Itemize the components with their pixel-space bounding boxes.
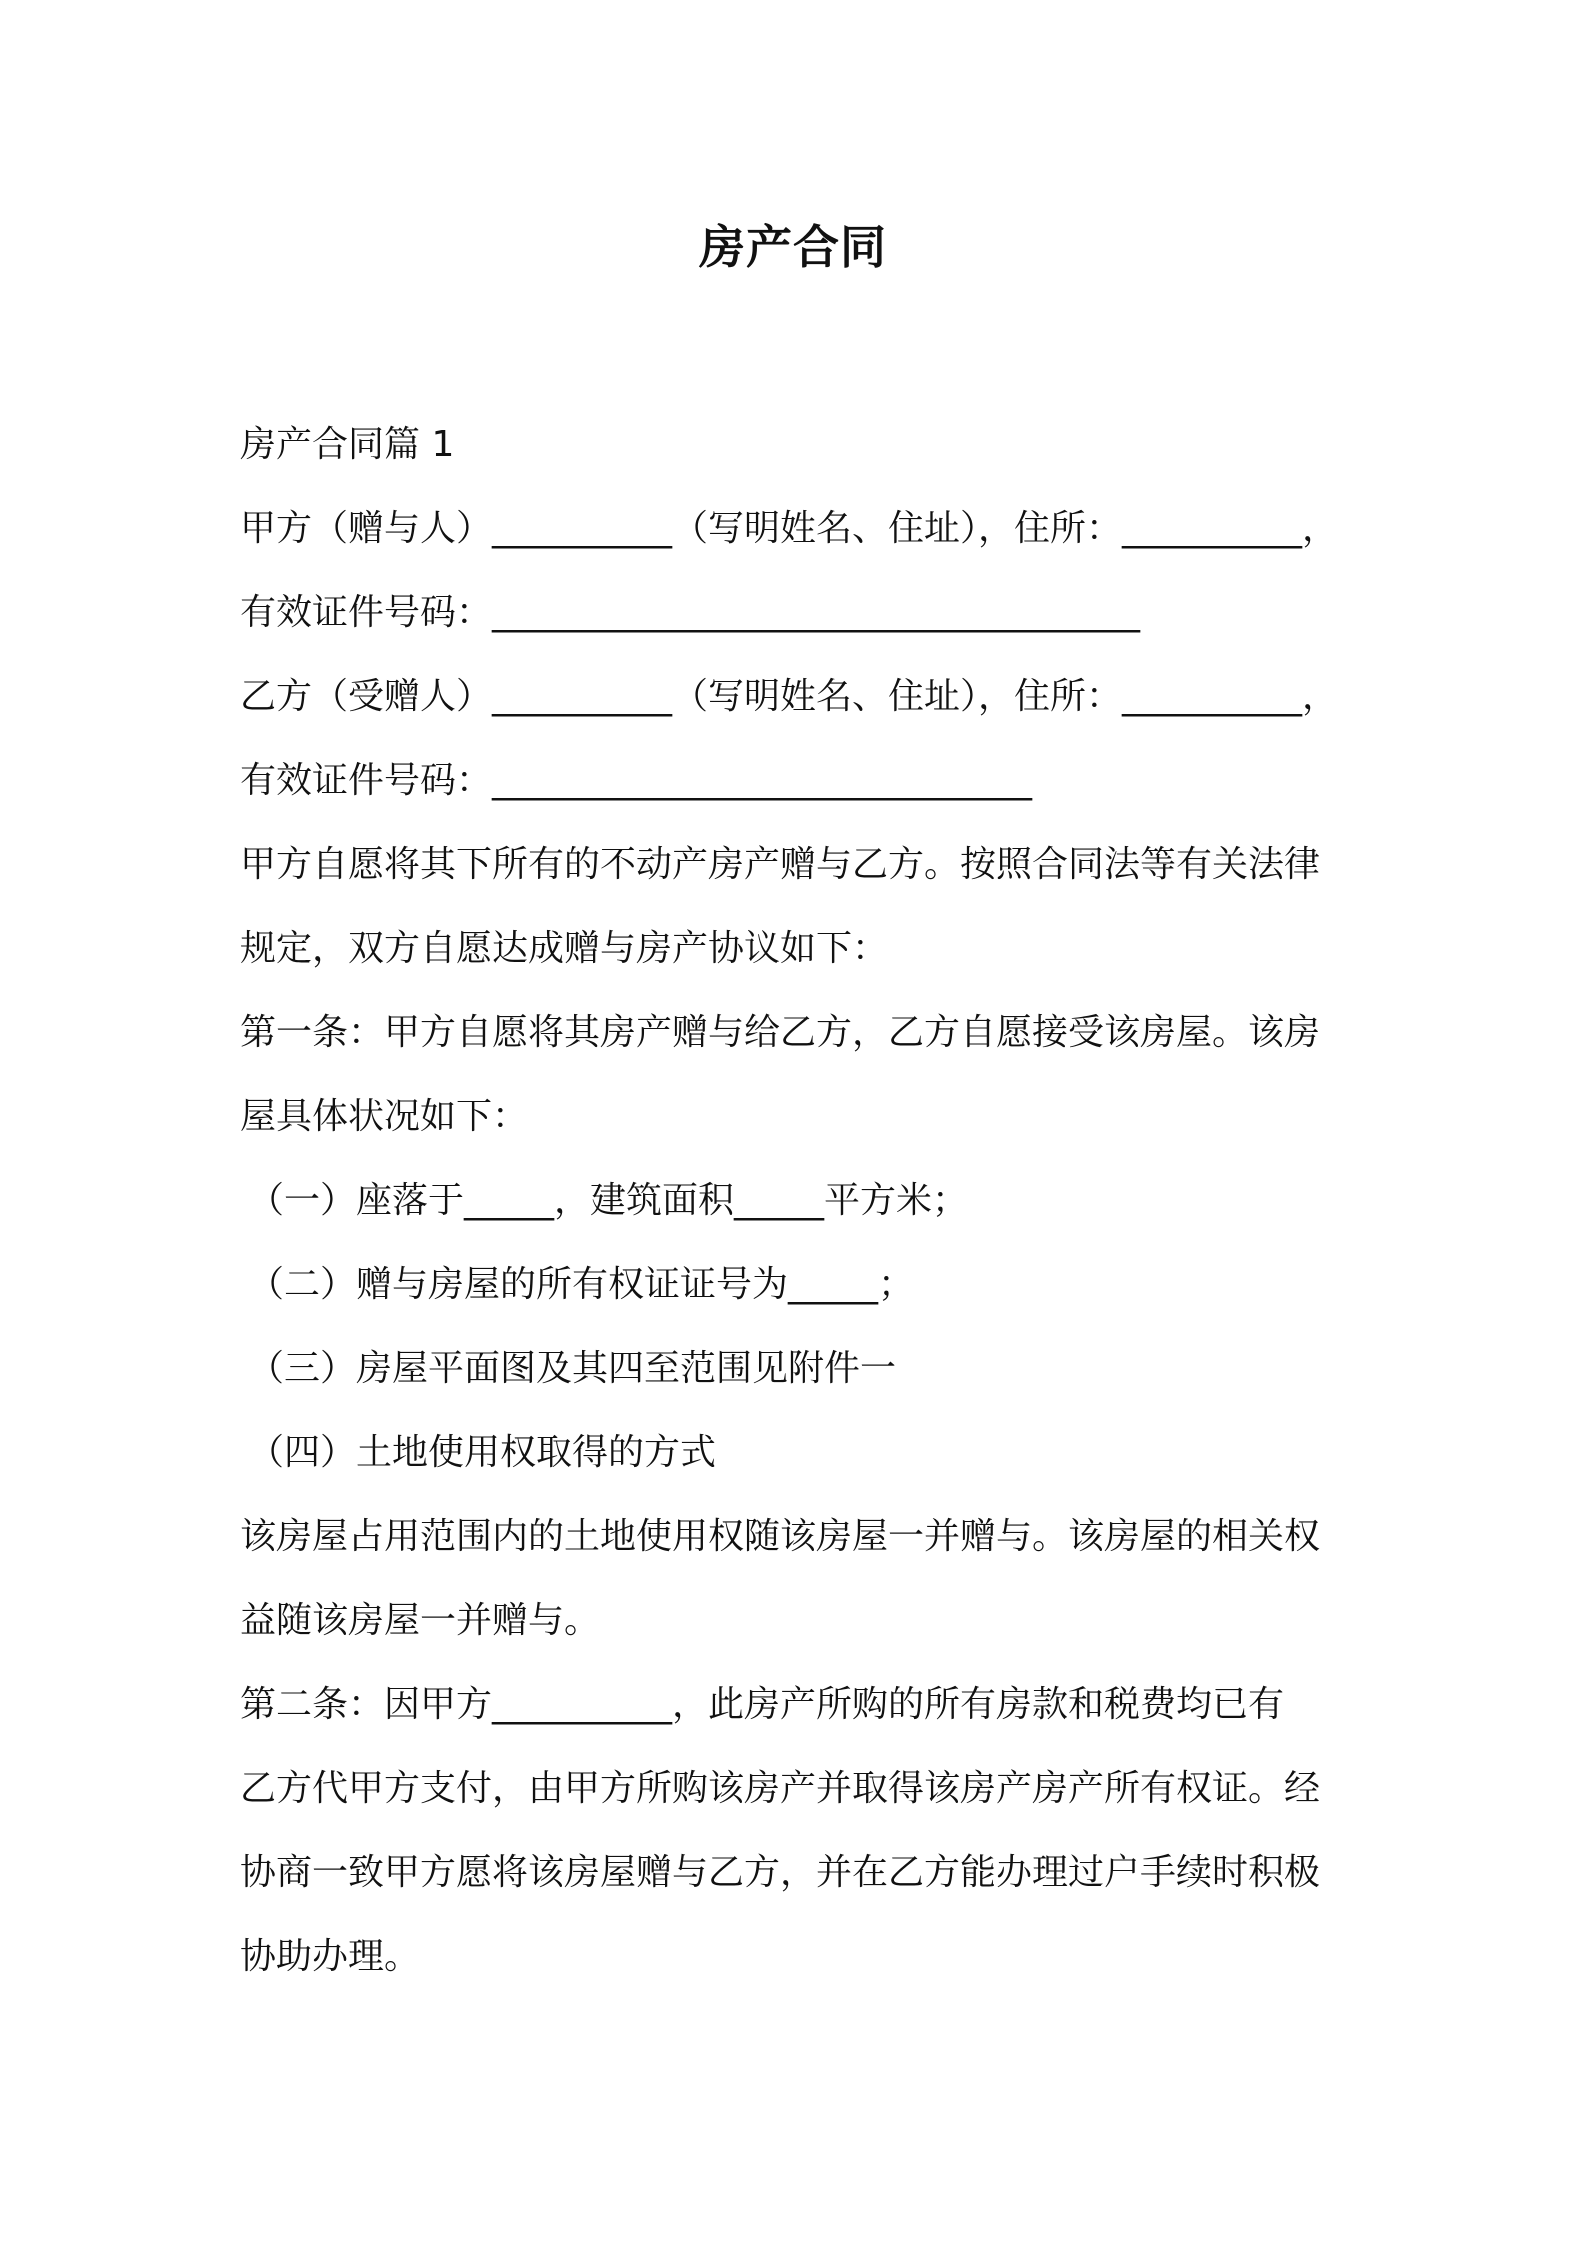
list-item: （四）土地使用权取得的方式 <box>248 1432 717 1473</box>
document-body <box>240 403 1350 1999</box>
article-two-line: 协商一致甲方愿将该房屋赠与乙方，并在乙方能办理过户手续时积极 <box>240 1852 1321 1893</box>
party-a-id-line: 有效证件号码：____________________________________ <box>240 592 1141 633</box>
document-title: 房产合同 <box>699 220 887 274</box>
article-one-line: 屋具体状况如下： <box>240 1096 529 1137</box>
article-one-line: 第一条：甲方自愿将其房产赠与给乙方，乙方自愿接受该房屋。该房 <box>240 1012 1321 1053</box>
intro-paragraph-line: 规定，双方自愿达成赠与房产协议如下： <box>240 928 889 969</box>
section-heading: 房产合同篇 1 <box>240 424 455 465</box>
land-use-paragraph-line: 该房屋占用范围内的土地使用权随该房屋一并赠与。该房屋的相关权 <box>240 1516 1321 1557</box>
article-two-line: 第二条：因甲方__________，此房产所购的所有房款和税费均已有 <box>240 1684 1285 1725</box>
list-item: （三）房屋平面图及其四至范围见附件一 <box>248 1348 897 1389</box>
list-item: （二）赠与房屋的所有权证证号为_____； <box>248 1264 915 1305</box>
intro-paragraph-line: 甲方自愿将其下所有的不动产房产赠与乙方。按照合同法等有关法律 <box>240 844 1321 885</box>
land-use-paragraph-line: 益随该房屋一并赠与。 <box>240 1600 601 1641</box>
list-item: （一）座落于_____，建筑面积_____平方米； <box>248 1180 969 1221</box>
party-b-id-line: 有效证件号码：______________________________ <box>240 760 1033 801</box>
article-two-line: 乙方代甲方支付，由甲方所购该房产并取得该房产房产所有权证。经 <box>240 1768 1321 1809</box>
article-two-line: 协助办理。 <box>240 1936 421 1977</box>
party-a-line: 甲方（赠与人）__________（写明姓名、住址），住所：__________， <box>240 508 1339 549</box>
party-b-line: 乙方（受赠人）__________（写明姓名、住址），住所：__________， <box>240 676 1339 717</box>
